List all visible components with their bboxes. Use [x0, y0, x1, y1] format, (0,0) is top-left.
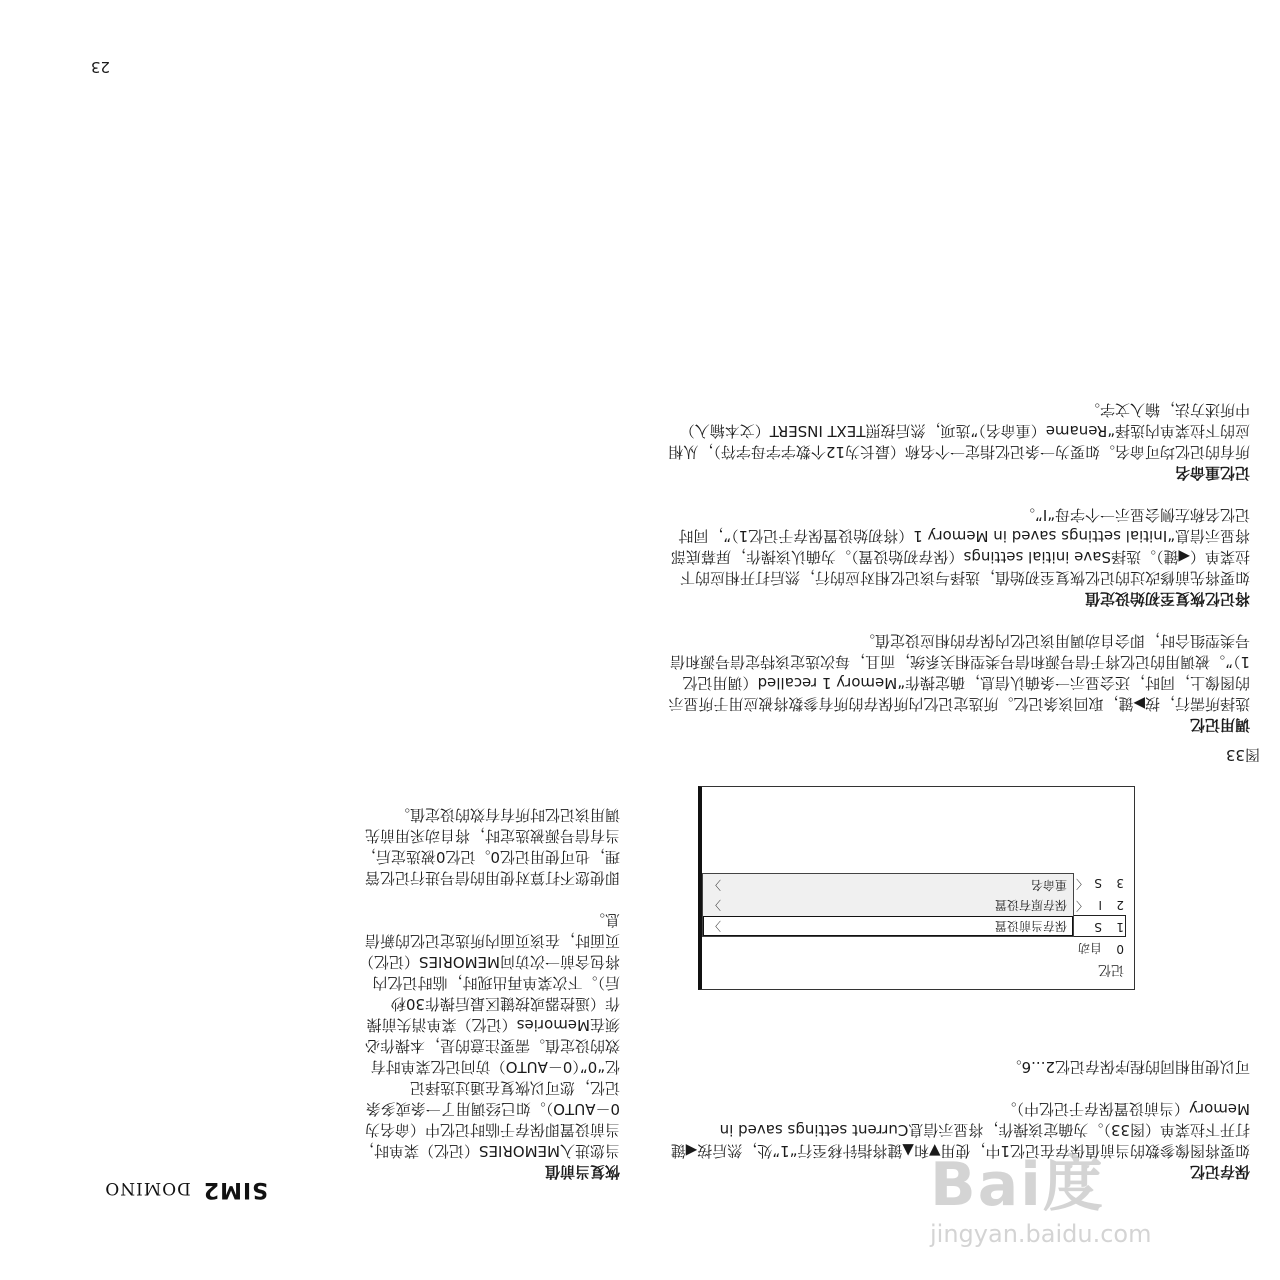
menu-row-label: 自动 [1077, 941, 1102, 956]
menu-row-number: 0 [1116, 942, 1124, 956]
chevron-left-icon: 〈 [1075, 899, 1088, 913]
watermark-logo: Bai度 [930, 1150, 1105, 1220]
section-note-save: 可以使用相同的程序保存记忆2...6。 [1006, 1058, 1250, 1076]
menu-row-1 [1078, 917, 1124, 937]
menu-row-flag: I [1098, 898, 1102, 912]
dropdown-option-label: 保存原有设置 [994, 898, 1067, 912]
menu-row-number: 3 [1116, 876, 1124, 890]
brand-sim2-logo: SIM2 [202, 1177, 268, 1202]
dropdown-option-save-initial [995, 897, 1067, 914]
chevron-right-icon: 〉 [709, 878, 722, 892]
chevron-right-icon: 〉 [709, 919, 722, 933]
right-column-lower [668, 378, 1250, 735]
left-column [358, 783, 620, 1182]
section-body-memory0: 即使您不打算对使用的信号进行记忆管理，也可使用记忆0。记忆0被选定后，当有信号源被选定时，将自动采用前先调用该记忆时所有有效的设定值。 [360, 806, 620, 887]
dropdown-option-label: 重命名 [1030, 878, 1067, 892]
dropdown-option-rename [1031, 877, 1067, 894]
chevron-left-icon: 〈 [1075, 877, 1088, 891]
dropdown-list [702, 873, 1074, 937]
page-number: 23 [90, 58, 110, 76]
menu-row-0 [1078, 939, 1124, 959]
memory-menu-figure [698, 786, 1135, 990]
section-heading-reset: 将记忆恢复至初始设定值 [1084, 590, 1250, 608]
chevron-right-icon: 〉 [709, 898, 722, 912]
section-body-rename: 所有的记忆均可命名。如要为一条记忆指定一个名称（最长为12个数字字母字符），从相应的下拉菜单内选择“Rename（重命名）”选项，然后按照TEXT INSERT（文本输入）中所述方法，输入文字。 [668, 401, 1250, 461]
section-body-reset: 如要将先前修改过的记忆恢复至初始值，选择与该记忆相对应的行，然后打开相应的下拉菜单（◀键）。选择Save initial settings（保存初始设置）。为确认该操作，屏幕底部将显示信息“Initial settings saved in Memory 1（将初始设置保存于记忆1）”，同时记忆名称左侧会显示一个字母“I”。 [671, 506, 1250, 587]
section-body-save: 如要将图像参数的当前值保存在记忆1中，使用▼和▲键将指针移至行“1”处，然后按◀键打开下拉菜单（图33）。为确定该操作，将显示信息Current settings saved in Memory（当前设置保存于记忆中）。 [670, 1100, 1250, 1160]
section-heading-save: 保存记忆 [1189, 1163, 1250, 1181]
menu-row-number: 2 [1116, 898, 1124, 912]
section-body-restore: 当您进入MEMORIES（记忆）菜单时，当前设置即保存于临时记忆中（命名为0－AUTO）。如已经调用了一条或多条记忆，您可以恢复在通过选择记忆“0”（0－AUTO）访问记忆菜单时有效的设定值。需要注意的是，本操作必须在Memories（记忆）菜单消失前操作（遥控器或按键区最后操作30秒后）。下次菜单再出现时，临时记忆内将包含前一次访问MEMORIES（记忆）页面时，在该页面内所选定记忆的新信息。 [358, 911, 620, 1160]
brand-header [68, 1172, 268, 1202]
menu-title: 记忆 [1097, 962, 1124, 977]
section-heading-rename: 记忆重命名 [1174, 464, 1250, 482]
section-heading-recall: 调用记忆 [1189, 716, 1250, 734]
brand-domino-logo: DOMINO [104, 1178, 191, 1198]
watermark-url: jingyan.baidu.com [930, 1220, 1152, 1248]
menu-row-flag: S [1094, 876, 1102, 890]
section-heading-restore: 恢复当前值 [544, 1163, 620, 1181]
section-body-recall: 选择所需行，按▶键，取回该条记忆。所选定记忆内所保存的所有参数将被应用于所显示的图像上，同时，还会显示一条确认信息，确定操作“Memory 1 recalled（调用记忆1）”。被调用的记忆将于信号源和信号类型相关系统，而且，每次选定该特定信号源和信号类型组合时，即会自动调用该记忆内保存的相应设定值。 [668, 632, 1250, 713]
figure-caption: 图33 [1225, 746, 1260, 764]
menu-row-flag: S [1094, 920, 1102, 934]
dropdown-option-label: 保存当前设置 [994, 919, 1067, 933]
menu-row-number: 1 [1116, 920, 1124, 934]
right-column [668, 1035, 1250, 1182]
dropdown-option-save-current [995, 918, 1067, 935]
